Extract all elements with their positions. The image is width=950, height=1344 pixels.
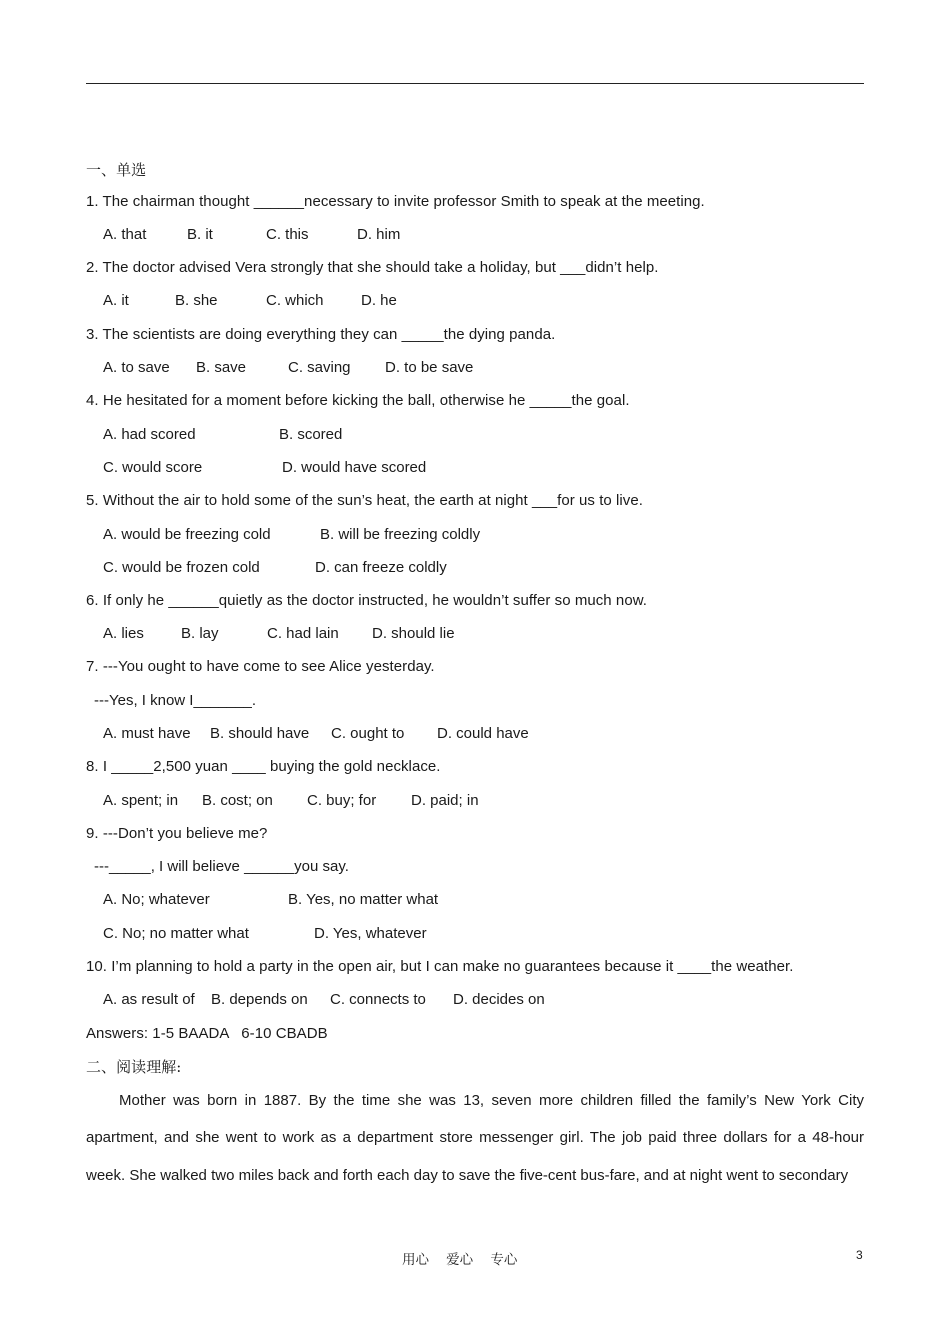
q5-option-c: C. would be frozen cold bbox=[103, 559, 260, 576]
section1-title: 一、单选 bbox=[86, 161, 147, 179]
q7-option-c: C. ought to bbox=[331, 725, 405, 742]
q9-option-a: A. No; whatever bbox=[103, 891, 210, 908]
question-10-stem: 10. I’m planning to hold a party in the open air, but I can make no guarantees because it ____the weather. bbox=[86, 958, 794, 975]
q2-option-d: D. he bbox=[361, 292, 397, 309]
question-5-stem: 5. Without the air to hold some of the sun’s heat, the earth at night ___for us to live. bbox=[86, 492, 643, 509]
q6-option-b: B. lay bbox=[181, 625, 219, 642]
q6-option-a: A. lies bbox=[103, 625, 144, 642]
q3-option-b: B. save bbox=[196, 359, 247, 376]
q7-option-a: A. must have bbox=[103, 725, 191, 742]
header-rule bbox=[86, 83, 864, 84]
q8-option-a: A. spent; in bbox=[103, 792, 179, 809]
q4-option-a: A. had scored bbox=[103, 426, 196, 443]
q10-option-a: A. as result of bbox=[103, 991, 195, 1008]
q7-option-b: B. should have bbox=[210, 725, 310, 742]
section2-title: 二、阅读理解: bbox=[86, 1058, 182, 1076]
question-8-stem: 8. I _____2,500 yuan ____ buying the gold necklace. bbox=[86, 758, 441, 775]
q1-option-b: B. it bbox=[187, 226, 213, 243]
q5-option-d: D. can freeze coldly bbox=[315, 559, 447, 576]
page-number: 3 bbox=[856, 1248, 863, 1262]
q2-option-c: C. which bbox=[266, 292, 324, 309]
q2-option-b: B. she bbox=[175, 292, 218, 309]
footer-motto: 用心 爱心 专心 bbox=[402, 1252, 518, 1268]
q4-option-d: D. would have scored bbox=[282, 459, 427, 476]
q5-option-b: B. will be freezing coldly bbox=[320, 526, 481, 543]
question-7-stem: 7. ---You ought to have come to see Alice yesterday. bbox=[86, 658, 435, 675]
q6-option-c: C. had lain bbox=[267, 625, 339, 642]
question-9-stem: 9. ---Don’t you believe me? bbox=[86, 825, 268, 842]
question-7-reply: ---Yes, I know I_______. bbox=[94, 692, 257, 709]
q6-option-d: D. should lie bbox=[372, 625, 455, 642]
q8-option-b: B. cost; on bbox=[202, 792, 273, 809]
q1-option-d: D. him bbox=[357, 226, 401, 243]
q3-option-c: C. saving bbox=[288, 359, 351, 376]
q2-option-a: A. it bbox=[103, 292, 129, 309]
q5-option-a: A. would be freezing cold bbox=[103, 526, 271, 543]
q4-option-b: B. scored bbox=[279, 426, 343, 443]
reading-passage: Mother was born in 1887. By the time she was 13, seven more children filled the family’s New York City apartment, and she went to work as a department store messenger girl. The job paid three dollars for a 48-hour week. She walked two miles back and forth each day to save the five-cent bus-fare, and at night went to secondary bbox=[86, 1092, 864, 1184]
q3-option-d: D. to be save bbox=[385, 359, 474, 376]
q3-option-a: A. to save bbox=[103, 359, 170, 376]
question-2-stem: 2. The doctor advised Vera strongly that she should take a holiday, but ___didn’t help. bbox=[86, 259, 659, 276]
q1-option-c: C. this bbox=[266, 226, 309, 243]
q10-option-d: D. decides on bbox=[453, 991, 545, 1008]
q9-option-b: B. Yes, no matter what bbox=[288, 891, 439, 908]
q9-option-c: C. No; no matter what bbox=[103, 925, 249, 942]
question-6-stem: 6. If only he ______quietly as the doctor instructed, he wouldn’t suffer so much now. bbox=[86, 592, 647, 609]
question-9-reply: ---_____, I will believe ______you say. bbox=[94, 858, 349, 875]
question-4-stem: 4. He hesitated for a moment before kicking the ball, otherwise he _____the goal. bbox=[86, 392, 630, 409]
q9-option-d: D. Yes, whatever bbox=[314, 925, 427, 942]
q10-option-c: C. connects to bbox=[330, 991, 426, 1008]
q8-option-d: D. paid; in bbox=[411, 792, 479, 809]
q8-option-c: C. buy; for bbox=[307, 792, 377, 809]
q4-option-c: C. would score bbox=[103, 459, 203, 476]
q1-option-a: A. that bbox=[103, 226, 147, 243]
answers-line: Answers: 1-5 BAADA 6-10 CBADB bbox=[86, 1025, 328, 1042]
q10-option-b: B. depends on bbox=[211, 991, 308, 1008]
q7-option-d: D. could have bbox=[437, 725, 529, 742]
question-1-stem: 1. The chairman thought ______necessary to invite professor Smith to speak at the meeting. bbox=[86, 193, 705, 210]
question-3-stem: 3. The scientists are doing everything they can _____the dying panda. bbox=[86, 326, 556, 343]
